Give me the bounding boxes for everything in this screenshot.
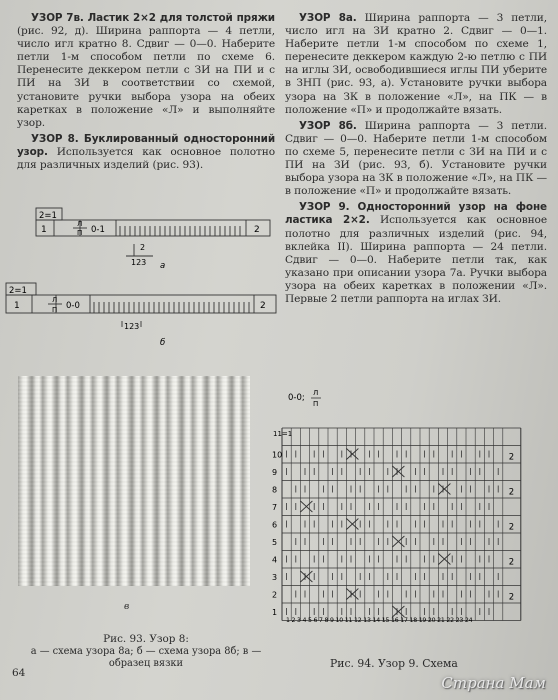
schema-8a-end-number: 2 (254, 225, 260, 235)
pattern-8-text: Используется как основное полотно для различных изделий (рис. 93). (17, 145, 275, 172)
pattern-7v-text: (рис. 92, д). Ширина раппорта — 4 петли, число игл кратно 8. Сдвиг — 0—0. Наберите петли 1-м способом петли по схеме 6. Перенесите деккером петли с ЗИ на ПИ и с ПИ на ЗИ в соответствии со схемой, установите ручки выбора узора на обеих каретках в положение «Л» и выполняйте узор. (17, 25, 275, 129)
pattern-9-text: Используется как основное полотно для различных изделий (рис. 94, вклейка II). Ширина раппорта — 24 петли. Сдвиг — 0—0. Наберите петли так, как указано при описании узора 7а. Ручки выбора узора на обеих каретках в положении «Л». Первые 2 петли раппорта на иглах ЗИ. (285, 214, 547, 305)
pattern-8b-paragraph (285, 120, 547, 199)
pattern-8a-text: Ширина раппорта — 3 петли, число игл на ЗИ кратно 2. Сдвиг — 0—1. Наберите петли 1-м способом по схеме 1, перенесите деккером каждую 2-ю петлю с ПИ на иглы ЗИ, освободившиеся иглы ПИ уберите в ЗНП (рис. 93, а). Установите ручки выбора узора на ЗК в положение «Л», на ПК — в положение «П» и продолжайте вязать. (285, 12, 547, 116)
watermark-logo: Страна Мам (441, 674, 546, 692)
schema-8b-offset: 0-0 (66, 301, 80, 311)
pattern-9-schema (268, 384, 550, 656)
schema-8a-diagram (34, 204, 274, 270)
schema-8a-cell-1: 1 (41, 225, 47, 235)
figure-93-caption-legend: а — схема узора 8а; б — схема узора 8б; в — образец вязки (30, 645, 262, 669)
fig94-row-number: 8 (272, 485, 278, 495)
pattern-8a-title: УЗОР 8а. (299, 12, 357, 24)
right-text-column (285, 12, 547, 309)
pattern-8b-title: УЗОР 8б. (299, 119, 357, 132)
schema-8a-offset: 0-1 (91, 225, 105, 235)
fig94-right-label: 2 (508, 522, 515, 533)
fig94-l-label: Л (313, 389, 319, 397)
schema-8a-p-label: П (77, 229, 83, 237)
fig94-right-label: 2 (508, 487, 515, 498)
fig94-row-number: 7 (272, 503, 278, 512)
schema-8b-p-label: П (52, 306, 58, 314)
schema-8a-row-label: 2=1 (39, 211, 57, 221)
schema-8a-letter: а (160, 261, 166, 270)
pattern-7v-paragraph (17, 12, 275, 130)
fig94-row-number: 5 (272, 538, 278, 547)
schema-8b-end-number: 2 (260, 301, 266, 311)
figure-93-caption-title: Рис. 93. Узор 8: (103, 633, 189, 645)
schema-8b-l-label: Л (52, 296, 58, 304)
fig94-row-number: 1 (272, 608, 278, 617)
fig94-row-number: 10 (272, 450, 283, 460)
schema-8a-mark-bottom: 123 (131, 258, 147, 267)
figure-94-caption: Рис. 94. Узор 9. Схема (330, 657, 458, 670)
fig94-right-label: 2 (508, 557, 515, 568)
pattern-9-paragraph (285, 201, 547, 306)
pattern-9-title: УЗОР 9. Односторонний узор на фоне ластика 2×2. (285, 201, 547, 227)
page-number: 64 (12, 667, 26, 679)
left-text-column (17, 12, 275, 175)
pattern-8-title: УЗОР 8. Буклированный односторонний узор. (17, 132, 275, 158)
fig94-column-numbers: 1 2 3 4 5 6 7 8 9 10 11 12 13 14 15 16 17 18 19 20 21 22 23 24 (286, 617, 473, 624)
schema-8b-letter: б (160, 338, 166, 347)
schema-8b-cell-1: 1 (14, 301, 20, 311)
swatch-letter: в (124, 602, 130, 612)
fig94-offset: 0-0; (288, 393, 305, 403)
schema-8b-diagram (4, 279, 279, 347)
fig94-corner-label: 11=1 (273, 430, 293, 438)
fig94-row-number: 3 (272, 573, 278, 582)
fig94-row-number: 4 (272, 555, 278, 565)
fig94-row-number: 9 (272, 468, 278, 477)
fig94-right-label: 2 (508, 592, 515, 603)
schema-8a-mark-top: 2 (140, 243, 146, 252)
pattern-8b-text: Ширина раппорта — 3 петли. Сдвиг — 0—0. Наберите петли 1-м способом по схеме 5, перенесите петли с ЗИ на ПИ и с ПИ на ЗИ (рис. 93, б). Установите ручки выбора узора на ЗК в положение «Л», на ПК — в положение «П» и продолжайте вязать. (285, 119, 548, 198)
pattern-7v-title: УЗОР 7в. Ластик 2×2 для толстой пряжи (31, 12, 275, 24)
schema-8b-mark: 123 (124, 322, 140, 331)
schema-8a-l-label: Л (77, 220, 83, 228)
fig94-row-number: 2 (272, 590, 278, 600)
pattern-8-paragraph (17, 133, 275, 172)
pattern-8a-paragraph (285, 12, 547, 117)
figure-93-caption (12, 633, 280, 671)
fig94-right-label: 2 (508, 452, 515, 463)
schema-8b-row-label: 2=1 (9, 286, 27, 296)
fig94-p-label: П (313, 400, 319, 408)
knitted-swatch-photo (18, 376, 250, 586)
fig94-row-number: 6 (272, 520, 278, 530)
